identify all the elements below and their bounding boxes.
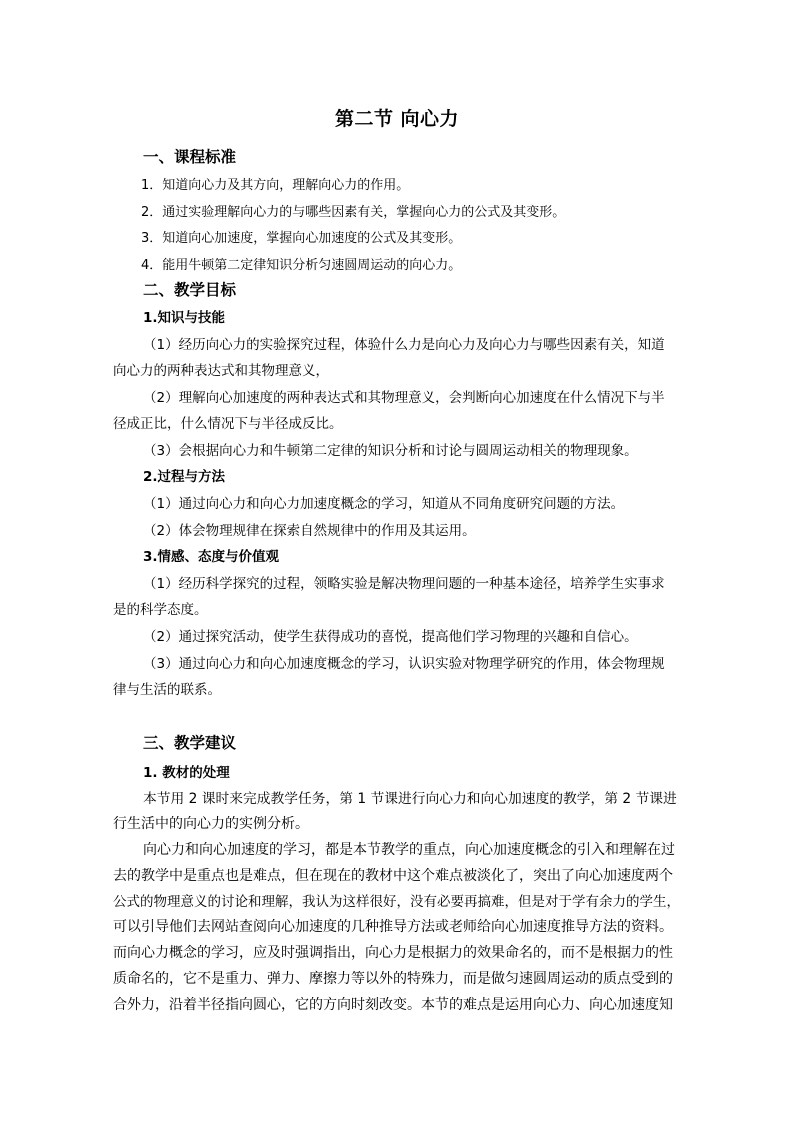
section-heading-teaching-suggestions: 三、教学建议 xyxy=(143,734,237,752)
paragraph-line: 可以引导他们去网站查阅向心加速度的几种推导方法或老师给向心加速度推导方法的资料。 xyxy=(113,919,673,935)
standard-item: 2．通过实验理解向心力的与哪些因素有关，掌握向心力的公式及其变形。 xyxy=(141,205,566,220)
subheading-knowledge-skills: 1.知识与技能 xyxy=(143,310,226,326)
paragraph-line: （2）理解向心加速度的两种表达式和其物理意义，会判断向心加速度在什么情况下与半 xyxy=(143,390,665,406)
standard-item: 3．知道向心加速度，掌握向心加速度的公式及其变形。 xyxy=(141,231,462,246)
paragraph-line: 是的科学态度。 xyxy=(113,602,208,618)
paragraph-line: 而向心力概念的学习，应及时强调指出，向心力是根据力的效果命名的，而不是根据力的性 xyxy=(113,945,673,961)
paragraph-line: 行生活中的向心力的实例分析。 xyxy=(113,816,309,832)
section-heading-curriculum-standards: 一、课程标准 xyxy=(143,148,237,166)
paragraph-line: 径成正比，什么情况下与半径成反比。 xyxy=(113,416,343,432)
paragraph-line: 合外力，沿着半径指向圆心，它的方向时刻改变。本节的难点是运用向心力、向心加速度知 xyxy=(113,997,673,1013)
subheading-textbook-handling: 1. 教材的处理 xyxy=(143,765,230,781)
page-title: 第二节 向心力 xyxy=(334,108,460,130)
paragraph-line: （1）经历向心力的实验探究过程，体验什么力是向心力及向心力与哪些因素有关，知道 xyxy=(143,337,665,353)
paragraph-line: 质命名的，它不是重力、弹力、摩擦力等以外的特殊力，而是做匀速圆周运动的质点受到的 xyxy=(113,971,673,987)
paragraph-line: 本节用 2 课时来完成教学任务，第 1 节课进行向心力和向心加速度的教学，第 2 节课进 xyxy=(143,791,677,807)
paragraph-line: （3）通过向心力和向心加速度概念的学习，认识实验对物理学研究的作用，体会物理规 xyxy=(143,656,665,672)
paragraph-line: 向心力和向心加速度的学习，都是本节教学的重点，向心加速度概念的引入和理解在过 xyxy=(143,842,675,858)
paragraph-line: （3）会根据向心力和牛顿第二定律的知识分析和讨论与圆周运动相关的物理现象。 xyxy=(143,443,638,459)
paragraph-line: 向心力的两种表达式和其物理意义， xyxy=(113,363,329,379)
paragraph-line: （1）经历科学探究的过程，领略实验是解决物理问题的一种基本途径，培养学生实事求 xyxy=(143,576,665,592)
paragraph-line: （1）通过向心力和向心力加速度概念的学习，知道从不同角度研究问题的方法。 xyxy=(143,496,625,512)
standard-item: 4．能用牛顿第二定律知识分析匀速圆周运动的向心力。 xyxy=(141,258,462,273)
standard-item: 1．知道向心力及其方向，理解向心力的作用。 xyxy=(141,178,410,193)
section-heading-teaching-goals: 二、教学目标 xyxy=(143,281,237,299)
paragraph-line: （2）通过探究活动，使学生获得成功的喜悦，提高他们学习物理的兴趣和自信心。 xyxy=(143,629,638,645)
subheading-emotions-values: 3.情感、态度与价值观 xyxy=(143,549,280,565)
paragraph-line: （2）体会物理规律在探索自然规律中的作用及其运用。 xyxy=(143,523,476,539)
paragraph-line: 律与生活的联系。 xyxy=(113,682,221,698)
paragraph-line: 去的教学中是重点也是难点，但在现在的教材中这个难点被淡化了，突出了向心加速度两个 xyxy=(113,868,673,884)
paragraph-line: 公式的物理意义的讨论和理解，我认为这样很好，没有必要再搞难，但是对于学有余力的学生， xyxy=(113,894,680,910)
subheading-process-methods: 2.过程与方法 xyxy=(143,469,226,485)
